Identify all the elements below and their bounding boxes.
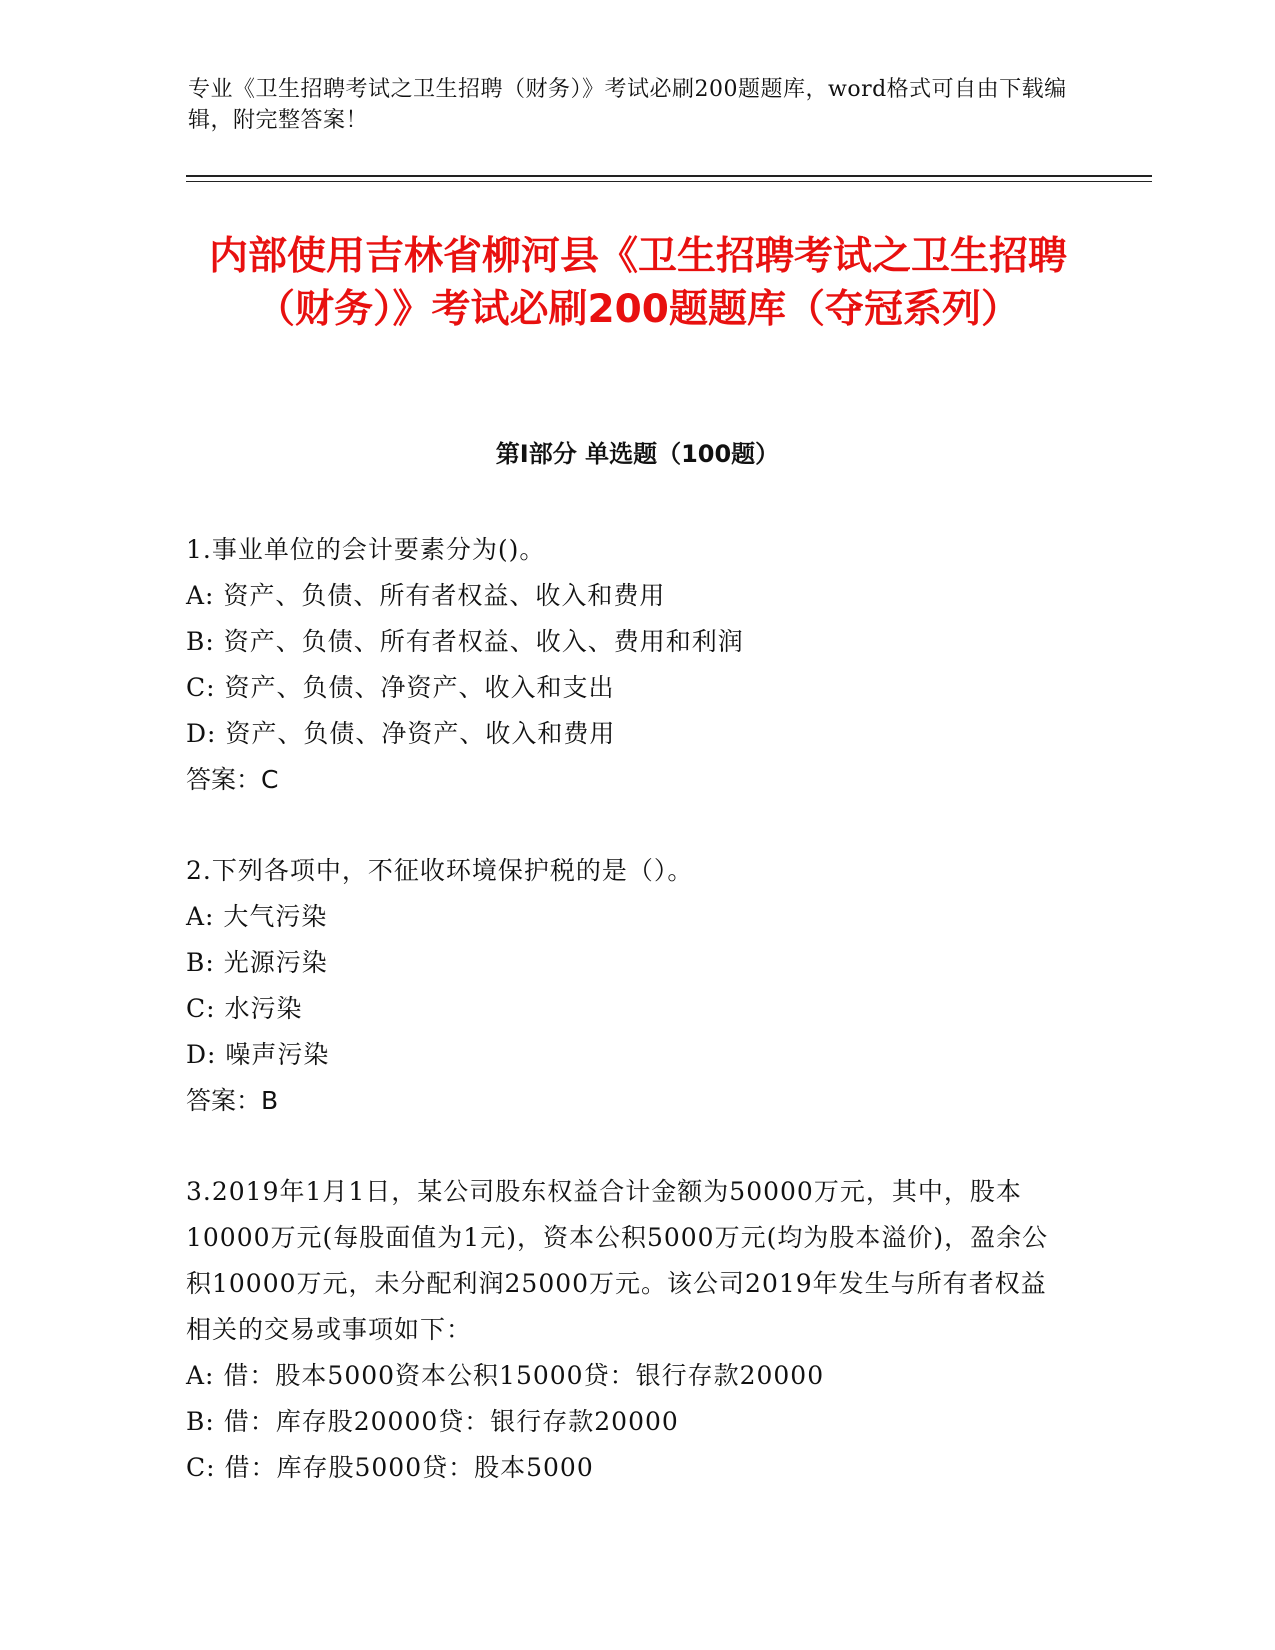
question-stem: 2.下列各项中，不征收环境保护税的是（）。	[186, 856, 694, 885]
option-c: C: 水污染	[186, 994, 303, 1023]
question-stem: 1.事业单位的会计要素分为()。	[186, 535, 546, 564]
option-b: B: 光源污染	[186, 948, 328, 977]
option-d: D: 噪声污染	[186, 1040, 330, 1069]
answer-line: 答案：B	[186, 1086, 279, 1115]
option-a: A: 大气污染	[186, 902, 328, 931]
option-c: C: 资产、负债、净资产、收入和支出	[186, 673, 615, 702]
option-a: A: 借：股本5000资本公积15000贷：银行存款20000	[186, 1361, 825, 1390]
question-2	[186, 848, 1056, 1124]
section-title: 第Ⅰ部分 单选题（100题）	[495, 440, 780, 468]
question-list	[186, 527, 1056, 1536]
header-divider-thin	[186, 181, 1152, 182]
question-1	[186, 527, 1056, 803]
option-c: C: 借：库存股5000贷：股本5000	[186, 1453, 594, 1482]
question-stem: 3.2019年1月1日，某公司股东权益合计金额为50000万元，其中，股本10000万元(每股面值为1元)，资本公积5000万元(均为股本溢价)，盈余公积10000万元，未分配利润25000万元。该公司2019年发生与所有者权益相关的交易或事项如下：	[186, 1177, 1049, 1344]
option-a: A: 资产、负债、所有者权益、收入和费用	[186, 581, 666, 610]
header-note: 专业《卫生招聘考试之卫生招聘（财务）》考试必刷200题题库，word格式可自由下载编辑，附完整答案！	[188, 77, 1067, 133]
option-d: D: 资产、负债、净资产、收入和费用	[186, 719, 616, 748]
document-title: 内部使用吉林省柳河县《卫生招聘考试之卫生招聘（财务）》考试必刷200题题库（夺冠系列）	[208, 234, 1067, 332]
question-3	[186, 1169, 1056, 1491]
option-b: B: 资产、负债、所有者权益、收入、费用和利润	[186, 627, 744, 656]
header-divider-thick	[186, 175, 1152, 177]
answer-line: 答案：C	[186, 765, 279, 794]
option-b: B: 借：库存股20000贷：银行存款20000	[186, 1407, 679, 1436]
